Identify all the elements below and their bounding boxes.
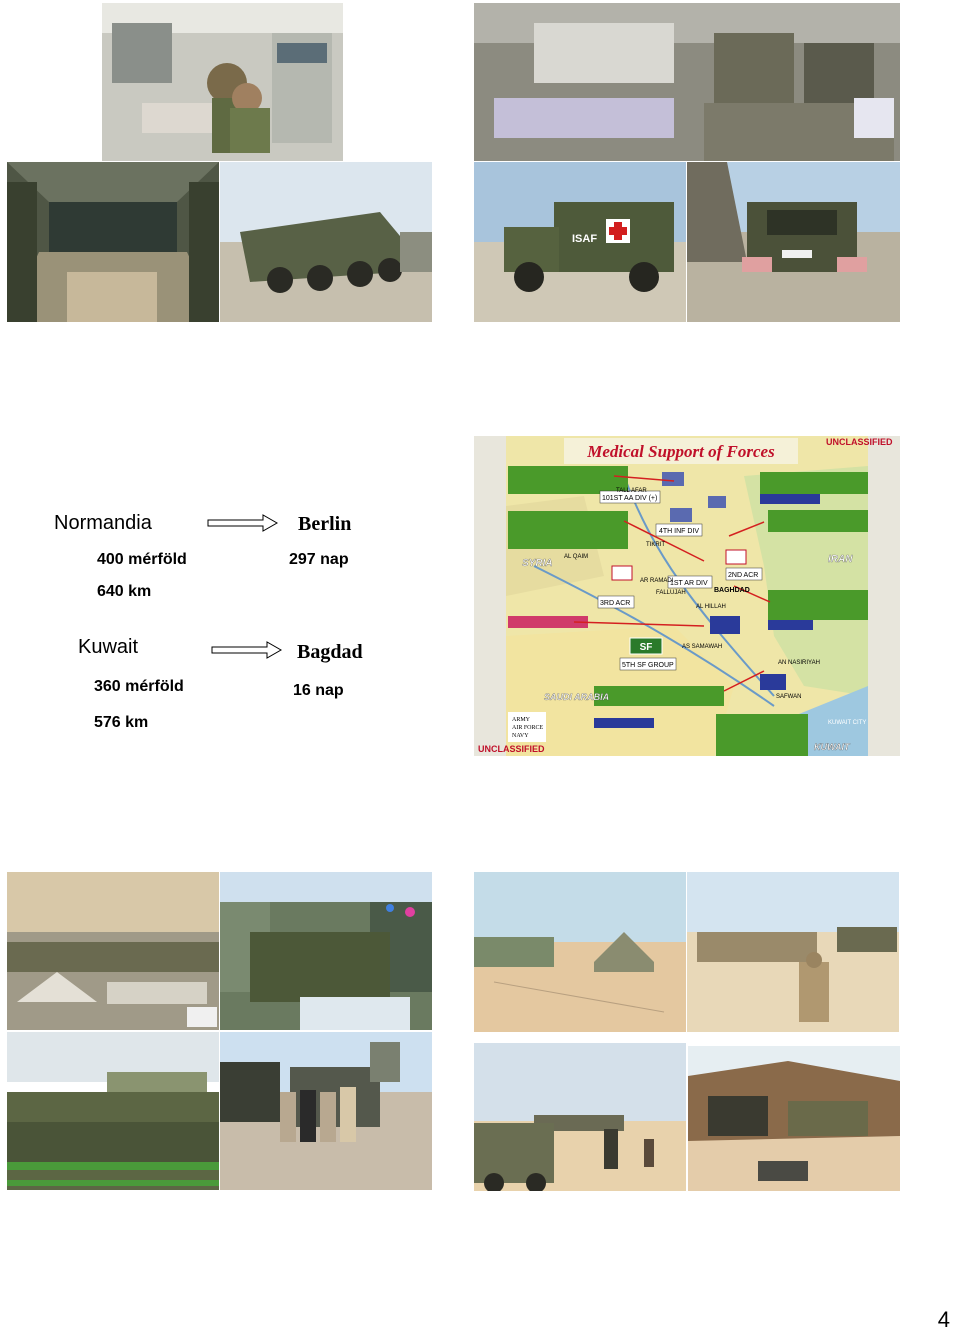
place-as-samawah: AS SAMAWAH [682, 644, 723, 650]
unit-4inf-label: 4TH INF DIV [659, 528, 700, 535]
map-classification-bottom: UNCLASSIFIED [478, 744, 545, 754]
medical-support-map [474, 436, 900, 756]
route2-miles: 360 mérföld [94, 678, 184, 695]
place-tall-afar: TALL AFAR [616, 488, 647, 494]
desert-camp-tents-photo [474, 872, 686, 1032]
route1-arrow-icon [207, 513, 279, 533]
isaf-ambulance-truck-photo [474, 162, 686, 322]
desert-convoy-photo [474, 1043, 686, 1191]
route2-from-label: Kuwait [78, 636, 139, 658]
route2-days: 16 nap [293, 682, 344, 699]
route1-from-label: Normandia [54, 512, 152, 534]
camouflage-tent-photo [688, 1046, 900, 1191]
route2-to-label: Bagdad [297, 641, 363, 663]
unit-2acr-label: 2ND ACR [728, 572, 759, 579]
unit-1ar-label: 1ST AR DIV [670, 580, 708, 587]
place-ar-ramadi: AR RAMADI [640, 578, 674, 584]
route2-arrow-icon [211, 640, 283, 660]
apc-interior-photo [7, 162, 219, 322]
country-iran-label: IRAN [828, 554, 853, 565]
legend-air-force: AIR FORCE [512, 725, 544, 731]
country-kuwait-label: KUWAIT [814, 742, 850, 752]
route1-miles: 400 mérföld [97, 551, 187, 568]
soldiers-marching-photo [687, 872, 899, 1032]
unit-5sf-label: 5TH SF GROUP [622, 662, 674, 669]
map-title: Medical Support of Forces [587, 442, 775, 461]
unit-sf-label: SF [639, 642, 653, 653]
route2-km: 576 km [94, 714, 149, 731]
place-fallujah: FALLUJAH [656, 590, 686, 596]
place-kuwait-city: KUWAIT CITY [828, 720, 867, 726]
country-syria-label: SYRIA [522, 558, 553, 569]
unit-101-label: 101ST AA DIV (+) [602, 495, 658, 502]
route1-km: 640 km [97, 583, 152, 600]
page-number: 4 [937, 1307, 950, 1332]
svg-text:ISAF: ISAF [572, 233, 598, 245]
place-al-qaim: AL QAIM [564, 554, 589, 560]
mess-tent-soldiers-photo [7, 1032, 219, 1190]
place-safwan: SAFWAN [776, 694, 802, 700]
place-al-hillah: AL HILLAH [696, 604, 726, 610]
soldiers-group-photo [220, 872, 432, 1030]
map-classification-top: UNCLASSIFIED [826, 437, 893, 447]
place-baghdad: BAGHDAD [714, 587, 750, 594]
unit-3acr-label: 3RD ACR [600, 600, 631, 607]
soldiers-by-vehicles-photo [220, 1032, 432, 1190]
ambulance-interior-medic-photo [102, 3, 343, 161]
legend-army: ARMY [512, 717, 531, 723]
place-tikrit: TIKRIT [646, 542, 665, 548]
ambulance-stretcher-interior-photo [474, 3, 900, 161]
place-an-nasiriyah: AN NASIRIYAH [778, 660, 820, 666]
camp-tents-photo [7, 872, 219, 1030]
armored-car-front-photo [687, 162, 900, 322]
route1-to-label: Berlin [298, 513, 352, 535]
armored-vehicle-photo [220, 162, 432, 322]
route1-days: 297 nap [289, 551, 349, 568]
legend-navy: NAVY [512, 733, 529, 739]
country-saudi-label: SAUDI ARABIA [544, 692, 610, 702]
